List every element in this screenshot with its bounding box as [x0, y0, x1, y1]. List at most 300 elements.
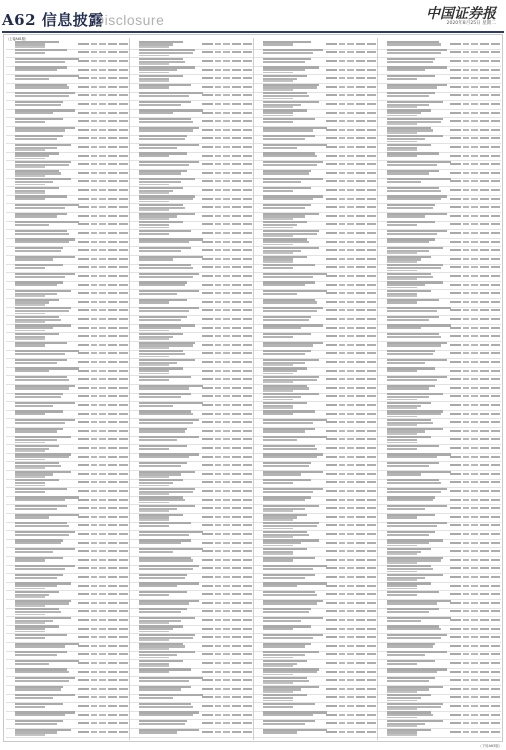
cell-value — [215, 69, 221, 71]
cell-value — [99, 60, 106, 62]
cell-value — [356, 198, 365, 200]
row-text-line — [387, 78, 417, 80]
cell-value — [108, 60, 117, 62]
cell-value — [108, 137, 117, 139]
row-text-line — [263, 577, 305, 579]
cell-value — [367, 206, 376, 208]
cell-value — [347, 438, 354, 440]
cell-value — [356, 266, 365, 268]
cell-value — [491, 593, 500, 595]
cell-value — [339, 610, 345, 612]
cell-value — [326, 421, 337, 423]
row-text-line — [263, 252, 293, 254]
cell-value — [339, 189, 345, 191]
cell-value — [356, 129, 365, 131]
cell-value — [326, 464, 337, 466]
cell-value — [367, 318, 376, 320]
cell-value — [223, 301, 230, 303]
cell-value — [223, 232, 230, 234]
cell-value — [202, 507, 213, 509]
cell-value — [347, 344, 354, 346]
row-text-line — [263, 723, 305, 725]
cell-value — [450, 404, 461, 406]
cell-value — [326, 507, 337, 509]
cell-value — [491, 619, 500, 621]
cell-value — [223, 387, 230, 389]
cell-value — [367, 490, 376, 492]
cell-value — [202, 103, 213, 105]
cell-value — [480, 550, 489, 552]
cell-value — [232, 705, 241, 707]
cell-value — [356, 421, 365, 423]
cell-value — [347, 180, 354, 182]
cell-value — [99, 249, 106, 251]
cell-value — [202, 180, 213, 182]
row-text-line — [263, 473, 301, 475]
cell-value — [326, 585, 337, 587]
cell-value — [480, 189, 489, 191]
cell-value — [471, 413, 478, 415]
cell-value — [339, 361, 345, 363]
cell-value — [367, 370, 376, 372]
cell-value — [108, 550, 117, 552]
cell-value — [339, 542, 345, 544]
cell-value — [491, 653, 500, 655]
cell-value — [91, 309, 97, 311]
cell-value — [119, 585, 128, 587]
cell-value — [491, 206, 500, 208]
row-text-line — [15, 476, 45, 478]
cell-value — [99, 129, 106, 131]
cell-value — [223, 430, 230, 432]
cell-value — [356, 688, 365, 690]
row-text-line — [263, 602, 317, 604]
cell-value — [326, 559, 337, 561]
cell-value — [215, 645, 221, 647]
cell-value — [108, 155, 117, 157]
cell-value — [108, 464, 117, 466]
cell-value — [450, 103, 461, 105]
cell-value — [243, 258, 252, 260]
cell-value — [232, 361, 241, 363]
row-text-line — [387, 327, 421, 329]
cell-value — [232, 671, 241, 673]
row-text-line — [387, 172, 429, 174]
cell-value — [339, 284, 345, 286]
row-text-line — [263, 657, 293, 659]
cell-value — [223, 344, 230, 346]
cell-value — [215, 516, 221, 518]
cell-value — [326, 731, 337, 733]
cell-value — [367, 112, 376, 114]
row-text-line — [139, 510, 169, 512]
cell-value — [339, 585, 345, 587]
cell-value — [99, 628, 106, 630]
cell-value — [339, 241, 345, 243]
cell-value — [326, 447, 337, 449]
cell-value — [339, 69, 345, 71]
cell-value — [491, 163, 500, 165]
cell-value — [78, 421, 89, 423]
row-text-line — [387, 525, 437, 527]
cell-value — [326, 473, 337, 475]
cell-value — [202, 490, 213, 492]
cell-value — [232, 430, 241, 432]
cell-value — [243, 619, 252, 621]
cell-value — [356, 43, 365, 45]
cell-value — [347, 51, 354, 53]
cell-value — [347, 456, 354, 458]
cell-value — [347, 473, 354, 475]
cell-value — [243, 490, 252, 492]
row-text-line — [263, 430, 305, 432]
cell-value — [347, 206, 354, 208]
table-row — [378, 728, 501, 738]
cell-value — [99, 112, 106, 114]
cell-value — [232, 206, 241, 208]
cell-value — [99, 77, 106, 79]
cell-value — [480, 266, 489, 268]
cell-value — [202, 352, 213, 354]
cell-value — [347, 481, 354, 483]
cell-value — [450, 533, 461, 535]
cell-value — [356, 94, 365, 96]
cell-value — [215, 146, 221, 148]
cell-value — [215, 249, 221, 251]
cell-value — [215, 258, 221, 260]
cell-value — [243, 361, 252, 363]
cell-value — [471, 585, 478, 587]
cell-value — [232, 77, 241, 79]
cell-value — [450, 636, 461, 638]
cell-value — [356, 464, 365, 466]
cell-value — [91, 163, 97, 165]
cell-value — [356, 146, 365, 148]
cell-value — [450, 112, 461, 114]
cell-value — [91, 696, 97, 698]
cell-value — [367, 378, 376, 380]
cell-value — [202, 112, 213, 114]
cell-value — [491, 258, 500, 260]
cell-value — [367, 696, 376, 698]
cell-value — [339, 112, 345, 114]
cell-value — [232, 180, 241, 182]
cell-value — [215, 232, 221, 234]
cell-value — [91, 86, 97, 88]
cell-value — [471, 421, 478, 423]
row-text-line — [15, 706, 45, 708]
cell-value — [243, 77, 252, 79]
row-text-line — [15, 577, 57, 579]
cell-value — [215, 671, 221, 673]
cell-value — [232, 327, 241, 329]
cell-value — [326, 610, 337, 612]
cell-value — [99, 473, 106, 475]
cell-value — [99, 223, 106, 225]
cell-value — [99, 155, 106, 157]
cell-value — [463, 662, 469, 664]
cell-value — [119, 284, 128, 286]
row-text-line — [263, 422, 313, 424]
cell-value — [326, 309, 337, 311]
cell-value — [232, 309, 241, 311]
cell-value — [339, 731, 345, 733]
cell-value — [232, 60, 241, 62]
cell-value — [78, 438, 89, 440]
cell-value — [119, 550, 128, 552]
cell-value — [339, 120, 345, 122]
cell-value — [471, 387, 478, 389]
cell-value — [108, 335, 117, 337]
row-text-line — [15, 588, 45, 590]
cell-value — [463, 481, 469, 483]
cell-value — [119, 60, 128, 62]
cell-value — [243, 344, 252, 346]
cell-value — [471, 662, 478, 664]
row-text-line — [263, 714, 313, 716]
cell-value — [99, 370, 106, 372]
cell-value — [491, 464, 500, 466]
cell-value — [480, 430, 489, 432]
cell-value — [471, 180, 478, 182]
cell-value — [463, 602, 469, 604]
cell-value — [108, 688, 117, 690]
cell-value — [356, 163, 365, 165]
cell-value — [450, 206, 461, 208]
cell-value — [91, 51, 97, 53]
cell-value — [347, 550, 354, 552]
cell-value — [78, 542, 89, 544]
cell-value — [491, 610, 500, 612]
cell-value — [223, 473, 230, 475]
cell-value — [119, 266, 128, 268]
row-text-line — [139, 485, 169, 487]
cell-value — [99, 120, 106, 122]
row-text-line — [15, 184, 45, 186]
cell-value — [347, 258, 354, 260]
cell-value — [347, 120, 354, 122]
cell-value — [480, 378, 489, 380]
cell-value — [491, 533, 500, 535]
cell-value — [119, 413, 128, 415]
cell-value — [356, 524, 365, 526]
cell-value — [463, 352, 469, 354]
cell-value — [356, 361, 365, 363]
cell-value — [232, 413, 241, 415]
cell-value — [480, 456, 489, 458]
cell-value — [99, 550, 106, 552]
cell-value — [232, 524, 241, 526]
cell-value — [491, 120, 500, 122]
cell-value — [78, 688, 89, 690]
cell-value — [480, 112, 489, 114]
cell-value — [480, 507, 489, 509]
cell-value — [91, 180, 97, 182]
row-text-line — [387, 52, 441, 54]
cell-value — [463, 507, 469, 509]
cell-value — [450, 430, 461, 432]
cell-value — [347, 722, 354, 724]
cell-value — [491, 309, 500, 311]
cell-value — [232, 352, 241, 354]
cell-value — [450, 241, 461, 243]
cell-value — [471, 335, 478, 337]
cell-value — [99, 585, 106, 587]
cell-value — [463, 172, 469, 174]
cell-value — [91, 628, 97, 630]
row-text-line — [15, 276, 65, 278]
row-text-line — [387, 95, 429, 97]
cell-value — [339, 387, 345, 389]
cell-value — [367, 120, 376, 122]
cell-value — [99, 447, 106, 449]
cell-value — [223, 413, 230, 415]
cell-value — [119, 722, 128, 724]
cell-value — [243, 301, 252, 303]
cell-value — [450, 481, 461, 483]
cell-value — [243, 705, 252, 707]
cell-value — [463, 593, 469, 595]
cell-value — [119, 223, 128, 225]
cell-value — [232, 567, 241, 569]
row-text-line — [15, 362, 57, 364]
cell-value — [480, 473, 489, 475]
cell-value — [367, 146, 376, 148]
cell-value — [347, 490, 354, 492]
cell-value — [347, 327, 354, 329]
cell-value — [339, 77, 345, 79]
cell-value — [480, 662, 489, 664]
cell-value — [119, 94, 128, 96]
row-text-line — [139, 493, 169, 495]
cell-value — [326, 636, 337, 638]
cell-value — [232, 189, 241, 191]
cell-value — [78, 464, 89, 466]
cell-value — [223, 163, 230, 165]
cell-value — [243, 516, 252, 518]
row-text-line — [15, 379, 69, 381]
row-text-line — [263, 510, 293, 512]
row-text-line — [387, 671, 437, 673]
cell-value — [367, 189, 376, 191]
cell-value — [108, 421, 117, 423]
cell-value — [339, 378, 345, 380]
cell-value — [202, 636, 213, 638]
row-text-line — [139, 476, 169, 478]
cell-value — [223, 516, 230, 518]
cell-value — [471, 86, 478, 88]
cell-value — [347, 507, 354, 509]
cell-value — [367, 361, 376, 363]
cell-value — [326, 705, 337, 707]
cell-value — [119, 275, 128, 277]
row-text-line — [387, 424, 417, 426]
cell-value — [232, 155, 241, 157]
cell-value — [326, 266, 337, 268]
cell-value — [202, 714, 213, 716]
cell-value — [215, 722, 221, 724]
cell-value — [108, 610, 117, 612]
cell-value — [347, 413, 354, 415]
cell-value — [91, 284, 97, 286]
row-text-line — [263, 611, 309, 613]
cell-value — [491, 645, 500, 647]
cell-value — [471, 103, 478, 105]
cell-value — [491, 344, 500, 346]
cell-value — [223, 241, 230, 243]
cell-value — [108, 352, 117, 354]
cell-value — [491, 215, 500, 217]
cell-value — [339, 266, 345, 268]
cell-value — [326, 241, 337, 243]
cell-value — [119, 662, 128, 664]
cell-value — [463, 722, 469, 724]
cell-value — [367, 60, 376, 62]
cell-value — [119, 602, 128, 604]
cell-value — [480, 395, 489, 397]
cell-value — [491, 585, 500, 587]
row-text-line — [263, 164, 317, 166]
cell-value — [480, 232, 489, 234]
cell-value — [339, 567, 345, 569]
cell-value — [471, 361, 478, 363]
cell-value — [119, 120, 128, 122]
cell-value — [78, 172, 89, 174]
row-text-line — [387, 416, 417, 418]
cell-value — [108, 344, 117, 346]
cell-value — [463, 69, 469, 71]
row-text-line — [263, 98, 293, 100]
cell-value — [119, 301, 128, 303]
row-text-line — [387, 278, 417, 280]
row-text-line — [139, 155, 169, 157]
row-text-line — [15, 605, 45, 607]
cell-value — [480, 722, 489, 724]
cell-value — [326, 671, 337, 673]
cell-value — [223, 198, 230, 200]
cell-value — [243, 86, 252, 88]
cell-value — [480, 103, 489, 105]
cell-value — [491, 438, 500, 440]
cell-value — [367, 249, 376, 251]
row-text-line — [387, 579, 417, 581]
cell-value — [347, 378, 354, 380]
cell-value — [480, 215, 489, 217]
cell-value — [339, 619, 345, 621]
cell-value — [463, 567, 469, 569]
cell-value — [367, 464, 376, 466]
cell-value — [91, 636, 97, 638]
cell-value — [450, 60, 461, 62]
cell-value — [223, 378, 230, 380]
cell-value — [356, 69, 365, 71]
cell-value — [471, 507, 478, 509]
cell-value — [356, 378, 365, 380]
cell-value — [491, 249, 500, 251]
cell-value — [480, 593, 489, 595]
cell-value — [356, 112, 365, 114]
cell-value — [223, 51, 230, 53]
cell-value — [347, 318, 354, 320]
cell-value — [480, 292, 489, 294]
cell-value — [223, 593, 230, 595]
cell-value — [326, 258, 337, 260]
cell-value — [491, 722, 500, 724]
cell-value — [223, 610, 230, 612]
cell-value — [491, 688, 500, 690]
cell-value — [491, 490, 500, 492]
cell-value — [215, 430, 221, 432]
